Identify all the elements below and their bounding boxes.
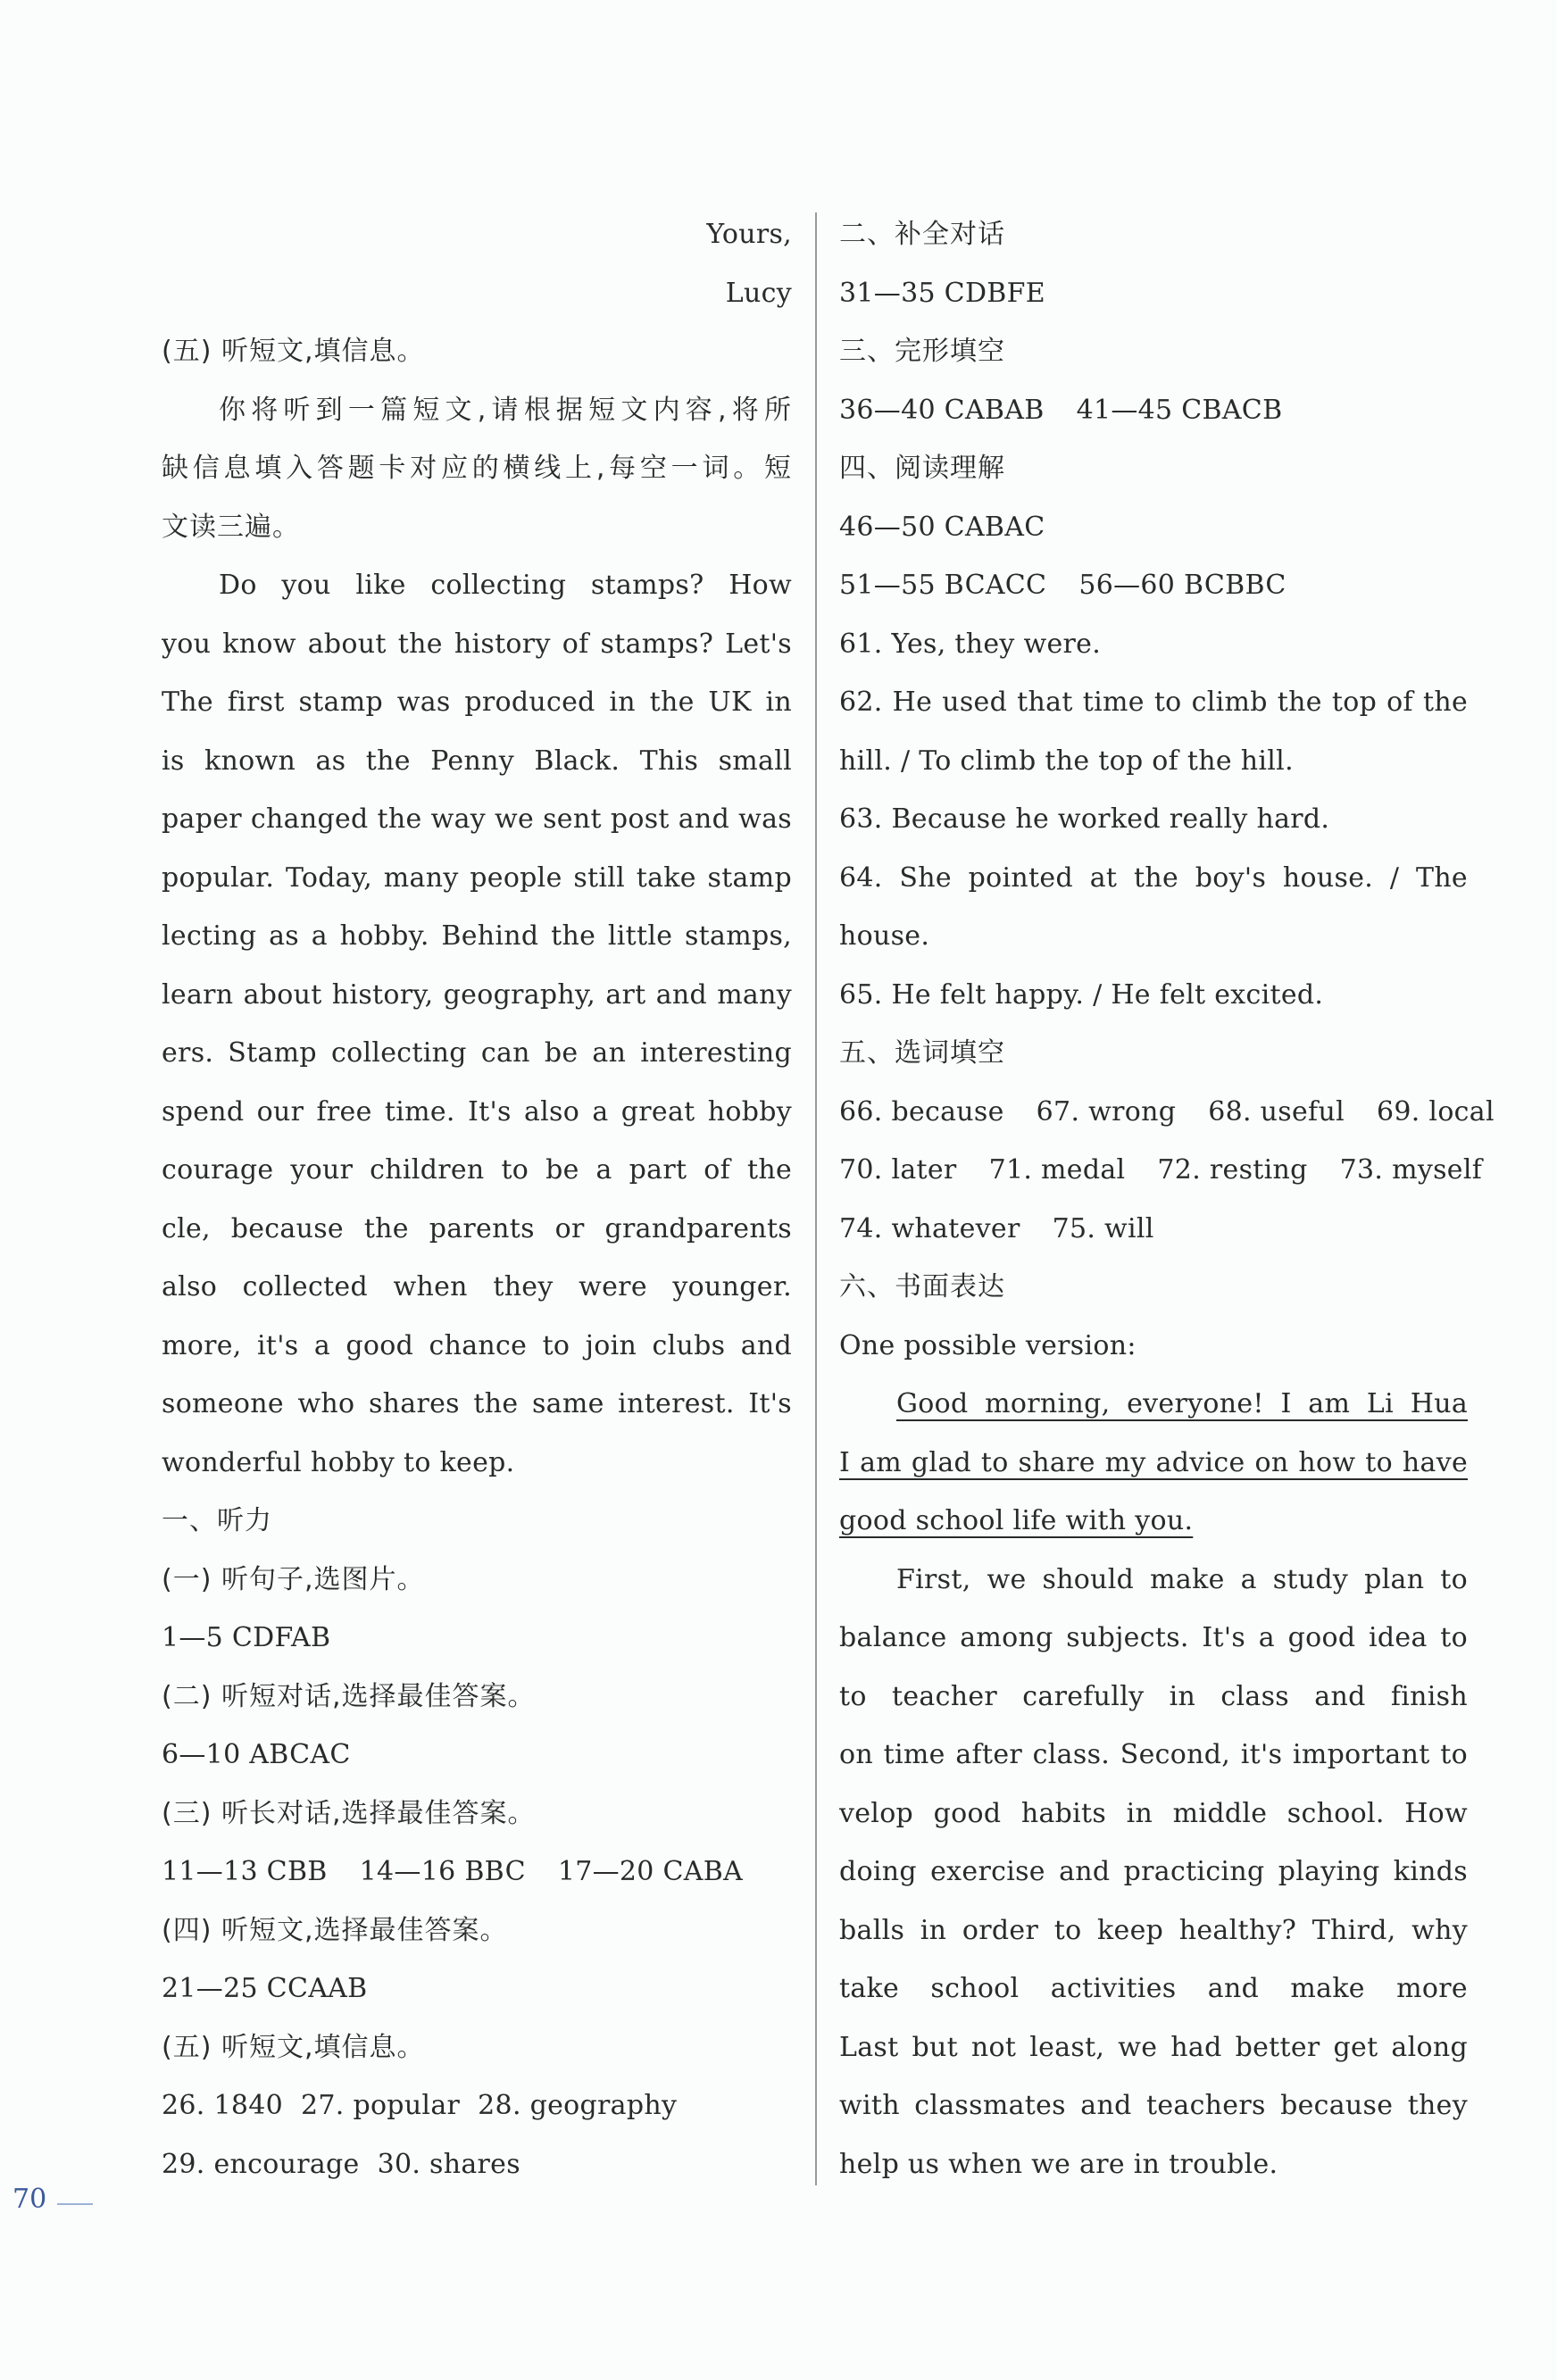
essay-underlined-text: Good morning, everyone! I am Li Hua	[896, 1388, 1468, 1419]
answer-item: 70. later	[839, 1154, 957, 1186]
answer-item: 72. resting	[1157, 1154, 1308, 1186]
transcript-text-line: popular. Today, many people still take stamp	[162, 861, 792, 894]
answer-62-line: 62. He used that time to climb the top of the	[839, 687, 1468, 718]
transcript-text-line: learn about history, geography, art and many	[162, 978, 792, 1011]
transcript-text-line: wonderful hobby to keep.	[162, 1446, 515, 1478]
answer-group: 11—13 CBB	[162, 1856, 328, 1887]
part4-answers: 21—25 CCAAB	[162, 1973, 368, 2004]
answer-group: 36—40 CABAB	[839, 394, 1045, 426]
essay-body-line: First, we should make a study plan to	[896, 1563, 1468, 1595]
answer-item: 28. geography	[478, 2090, 678, 2121]
essay-underlined-line	[839, 1375, 1468, 1434]
answer-item: 29. encourage	[162, 2148, 360, 2180]
section5-row	[839, 1141, 1483, 1200]
part5-answers	[162, 2076, 792, 2135]
answer-group: 14—16 BBC	[359, 1856, 526, 1887]
transcript-instruction-line: 文读三遍。	[162, 511, 300, 543]
answer-item: 68. useful	[1208, 1095, 1345, 1128]
answer-62-line: hill. / To climb the top of the hill.	[839, 745, 1294, 777]
answer-64-line: house.	[839, 920, 930, 952]
essay-underlined-line	[839, 1434, 1468, 1493]
part5-heading: (五) 听短文,填信息。	[162, 2031, 425, 2063]
answer-item: 26. 1840	[162, 2090, 283, 2121]
transcript-text-line: paper changed the way we sent post and was	[162, 803, 792, 835]
transcript-instruction-line: 缺信息填入答题卡对应的横线上,每空一词。短	[162, 453, 792, 484]
part3-answers	[162, 1843, 792, 1902]
transcript-text-line: also collected when they were younger.	[162, 1271, 792, 1302]
part2-heading: (二) 听短对话,选择最佳答案。	[162, 1680, 536, 1712]
transcript-text-line: you know about the history of stamps? Let's	[162, 628, 792, 660]
transcript-instruction-line: 你将听到一篇短文,请根据短文内容,将所	[219, 394, 792, 426]
essay-body-line: doing exercise and practicing playing kinds	[839, 1856, 1468, 1887]
essay-body-line: balance among subjects. It's a good idea to	[839, 1622, 1468, 1653]
page-number: 70	[12, 2184, 47, 2215]
answer-item: 30. shares	[377, 2148, 520, 2180]
section5-heading: 五、选词填空	[839, 1037, 1005, 1069]
essay-underlined-text: I am glad to share my advice on how to have	[839, 1446, 1468, 1478]
essay-underlined-line	[839, 1492, 1468, 1551]
section4-answers	[839, 556, 1468, 615]
part2-answers: 6—10 ABCAC	[162, 1739, 351, 1770]
transcript-text-line: ers. Stamp collecting can be an interesting	[162, 1037, 792, 1069]
transcript-text-line: spend our free time. It's also a great hobby	[162, 1095, 792, 1128]
section3-answers	[839, 381, 1468, 440]
transcript-text-line: The first stamp was produced in the UK in	[162, 687, 792, 718]
transcript-text-line: someone who shares the same interest. It's	[162, 1388, 792, 1419]
answer-item: 73. myself	[1339, 1154, 1483, 1186]
answer-65: 65. He felt happy. / He felt excited.	[839, 978, 1324, 1011]
section6-heading: 六、书面表达	[839, 1271, 1005, 1302]
section2-answers: 31—35 CDBFE	[839, 277, 1045, 309]
section-listening-heading: 一、听力	[162, 1505, 272, 1536]
answer-64-line: 64. She pointed at the boy's house. / The	[839, 861, 1468, 894]
part1-heading: (一) 听句子,选图片。	[162, 1563, 425, 1595]
answer-item: 74. whatever	[839, 1212, 1020, 1244]
right-column	[839, 205, 1495, 2193]
essay-body-line: to teacher carefully in class and finish	[839, 1680, 1468, 1712]
answer-item: 71. medal	[988, 1154, 1126, 1186]
letter-closing: Yours,	[706, 219, 792, 250]
transcript-text-line: Do you like collecting stamps? How	[219, 570, 792, 601]
left-column	[162, 205, 792, 2193]
transcript-text-line: courage your children to be a part of the	[162, 1154, 792, 1186]
essay-body-line: help us when we are in trouble.	[839, 2148, 1278, 2180]
part3-heading: (三) 听长对话,选择最佳答案。	[162, 1797, 536, 1829]
transcript-text-line: more, it's a good chance to join clubs and	[162, 1329, 792, 1361]
part5-answers	[162, 2135, 792, 2194]
answer-item: 75. will	[1052, 1212, 1154, 1244]
transcript-heading: (五) 听短文,填信息。	[162, 336, 425, 367]
answer-item: 27. popular	[301, 2090, 461, 2121]
answer-61: 61. Yes, they were.	[839, 628, 1102, 660]
letter-signature: Lucy	[725, 277, 792, 309]
essay-body-line: velop good habits in middle school. How	[839, 1797, 1468, 1829]
essay-body-line: on time after class. Second, it's important to	[839, 1739, 1468, 1770]
part4-heading: (四) 听短文,选择最佳答案。	[162, 1914, 508, 1946]
column-divider	[815, 212, 817, 2185]
answer-group: 56—60 BCBBC	[1078, 570, 1286, 601]
page-number-dash	[57, 2203, 93, 2205]
answer-group: 51—55 BCACC	[839, 570, 1047, 601]
section4-answers: 46—50 CABAC	[839, 511, 1045, 543]
answer-item: 67. wrong	[1036, 1095, 1177, 1128]
section2-heading: 二、补全对话	[839, 219, 1005, 250]
answer-item: 66. because	[839, 1095, 1004, 1128]
section5-row	[839, 1200, 1468, 1259]
answer-group: 17—20 CABA	[557, 1856, 744, 1887]
answer-item: 69. local	[1376, 1095, 1495, 1128]
transcript-text-line: cle, because the parents or grandparents	[162, 1212, 792, 1244]
essay-body-line: take school activities and make more	[839, 1973, 1468, 2004]
transcript-text-line: is known as the Penny Black. This small	[162, 745, 792, 777]
essay-body-line: balls in order to keep healthy? Third, why	[839, 1914, 1468, 1946]
answer-63: 63. Because he worked really hard.	[839, 803, 1330, 835]
part1-answers: 1—5 CDFAB	[162, 1622, 331, 1653]
essay-body-line: with classmates and teachers because they	[839, 2090, 1468, 2121]
essay-underlined-text: good school life with you.	[839, 1505, 1194, 1536]
section4-heading: 四、阅读理解	[839, 453, 1005, 484]
answer-group: 41—45 CBACB	[1076, 394, 1283, 426]
section5-row	[839, 1083, 1495, 1142]
essay-intro: One possible version:	[839, 1329, 1137, 1361]
essay-body-line: Last but not least, we had better get along	[839, 2031, 1468, 2063]
transcript-text-line: lecting as a hobby. Behind the little stamps,	[162, 920, 792, 952]
section3-heading: 三、完形填空	[839, 336, 1005, 367]
